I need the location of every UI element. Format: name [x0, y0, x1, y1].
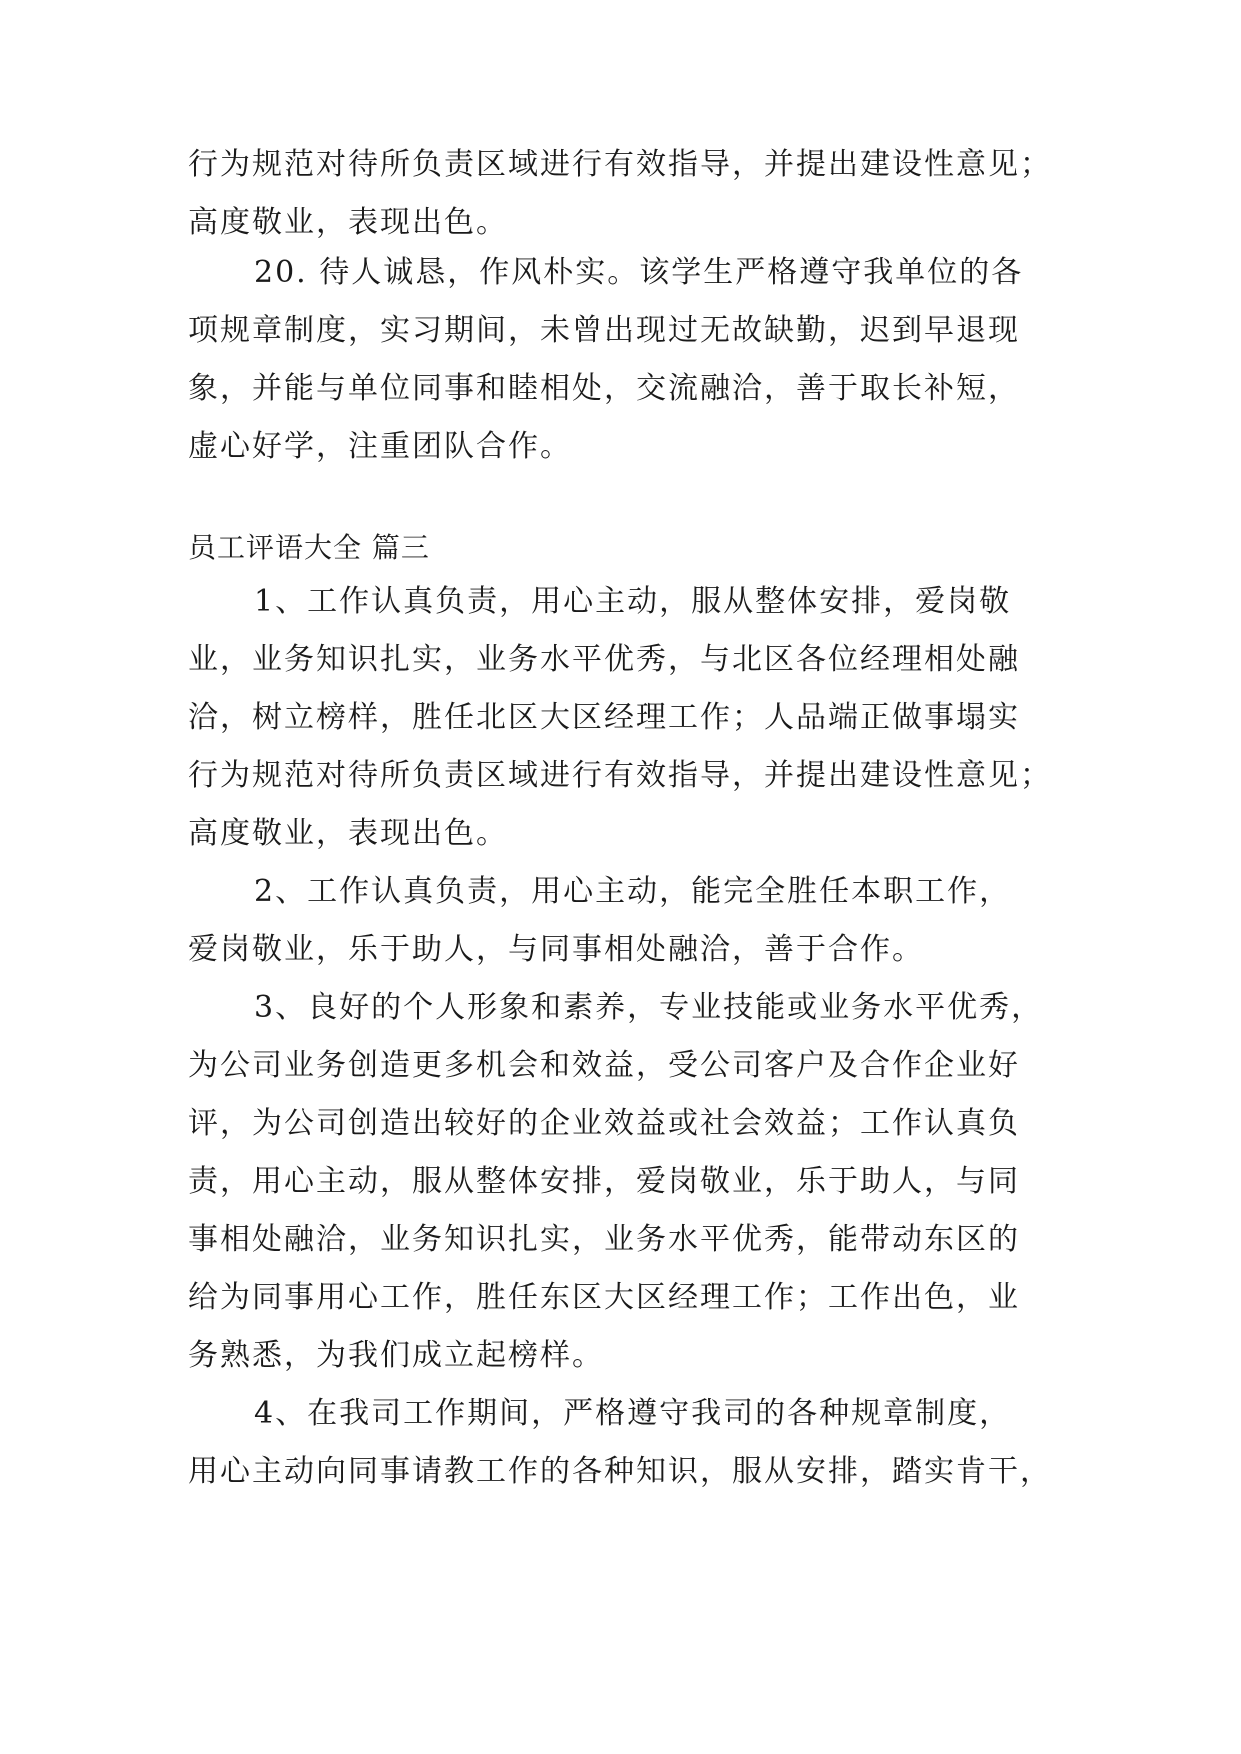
paragraph-item-3: [188, 979, 1068, 1385]
text-line: 1、工作认真负责，用心主动，服从整体安排，爱岗敬: [254, 584, 1012, 619]
paragraph-item-4: [188, 1385, 1068, 1501]
paragraph-item-2: [188, 863, 1068, 979]
text-line: 虚心好学，注重团队合作。: [188, 429, 572, 464]
text-line: 项规章制度，实习期间，未曾出现过无故缺勤，迟到早退现: [188, 313, 1020, 348]
text-line: 行为规范对待所负责区域进行有效指导，并提出建设性意见；: [188, 758, 1052, 793]
text-line: 2、工作认真负责，用心主动，能完全胜任本职工作，: [254, 874, 1012, 909]
text-line: 用心主动向同事请教工作的各种知识，服从安排，踏实肯干，: [188, 1454, 1052, 1489]
text-line: 为公司业务创造更多机会和效益，受公司客户及合作企业好: [188, 1048, 1020, 1083]
text-line: 行为规范对待所负责区域进行有效指导，并提出建设性意见；: [188, 147, 1052, 182]
text-line: 评，为公司创造出较好的企业效益或社会效益；工作认真负: [188, 1106, 1020, 1141]
text-line: 爱岗敬业，乐于助人，与同事相处融洽，善于合作。: [188, 932, 924, 967]
text-line: 象，并能与单位同事和睦相处，交流融洽，善于取长补短，: [188, 371, 1020, 406]
text-line: 高度敬业，表现出色。: [188, 205, 508, 240]
section-heading: [188, 519, 1068, 577]
text-line: 事相处融洽，业务知识扎实，业务水平优秀，能带动东区的: [188, 1222, 1020, 1257]
text-line: 责，用心主动，服从整体安排，爱岗敬业，乐于助人，与同: [188, 1164, 1020, 1199]
section-title: 员工评语大全 篇三: [188, 531, 430, 564]
text-line: 洽，树立榜样，胜任北区大区经理工作；人品端正做事塌实: [188, 700, 1020, 735]
text-line: 高度敬业，表现出色。: [188, 816, 508, 851]
text-line: 3、良好的个人形象和素养，专业技能或业务水平优秀，: [254, 990, 1044, 1025]
paragraph-item-20: [188, 244, 1068, 476]
text-line: 20. 待人诚恳，作风朴实。该学生严格遵守我单位的各: [254, 255, 1024, 290]
text-line: 务熟悉，为我们成立起榜样。: [188, 1338, 604, 1373]
paragraph-continuation: [188, 136, 1068, 252]
text-line: 业，业务知识扎实，业务水平优秀，与北区各位经理相处融: [188, 642, 1020, 677]
paragraph-item-1: [188, 573, 1068, 863]
text-line: 4、在我司工作期间，严格遵守我司的各种规章制度，: [254, 1396, 1012, 1431]
text-line: 给为同事用心工作，胜任东区大区经理工作；工作出色，业: [188, 1280, 1020, 1315]
